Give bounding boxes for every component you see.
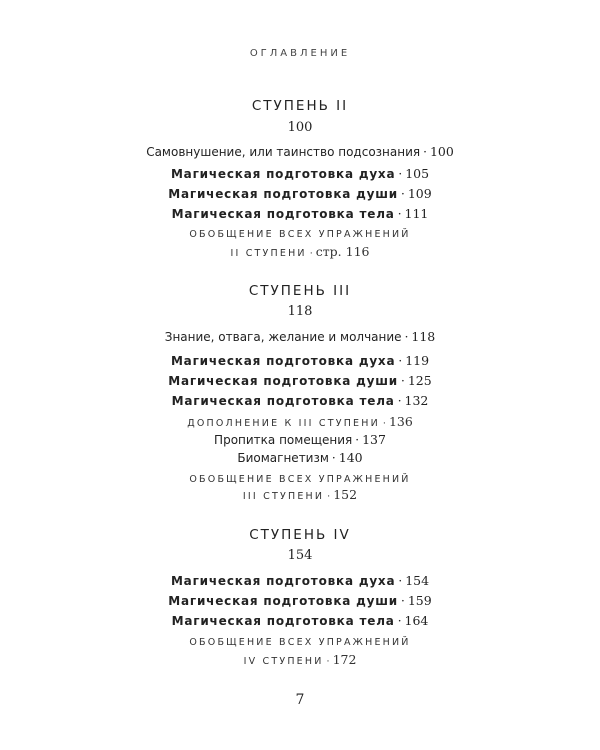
toc-entry-title: Магическая подготовка тела bbox=[171, 207, 395, 221]
step-4-title: СТУПЕНЬ IV bbox=[249, 527, 351, 543]
toc-entry[interactable]: Магическая подготовка духа · 119 bbox=[170, 353, 430, 368]
toc-entry[interactable]: Магическая подготовка духа · 105 bbox=[170, 166, 430, 181]
toc-entry-page: 109 bbox=[407, 186, 432, 201]
toc-entry-page: 137 bbox=[362, 432, 386, 447]
toc-entry-page: 125 bbox=[407, 373, 432, 388]
toc-entry[interactable]: Знание, отвага, желание и молчание · 118 bbox=[164, 329, 436, 344]
toc-heading: ОГЛАВЛЕНИЕ bbox=[249, 48, 351, 59]
toc-entry[interactable]: Магическая подготовка духа · 154 bbox=[170, 573, 430, 588]
toc-entry-title: Знание, отвага, желание и молчание bbox=[164, 330, 402, 344]
toc-entry-page: 164 bbox=[404, 613, 429, 628]
supplement-entry[interactable]: ДОПОЛНЕНИЕ К III СТУПЕНИ · 136 bbox=[187, 414, 413, 429]
step-2-page: 100 bbox=[287, 120, 313, 135]
toc-entry-title: Магическая подготовка духа bbox=[170, 574, 396, 588]
toc-entry-page: 154 bbox=[405, 573, 430, 588]
toc-entry-title: Магическая подготовка души bbox=[168, 187, 399, 201]
toc-entry[interactable]: Магическая подготовка души · 109 bbox=[168, 186, 432, 201]
summary-entry[interactable]: IV СТУПЕНИ · 172 bbox=[243, 652, 357, 667]
summary-page: стр. 116 bbox=[315, 244, 370, 259]
toc-entry-page: 159 bbox=[407, 593, 432, 608]
toc-entry-page: 132 bbox=[404, 393, 429, 408]
toc-entry[interactable]: Магическая подготовка тела · 164 bbox=[171, 613, 429, 628]
summary-entry[interactable]: III СТУПЕНИ · 152 bbox=[242, 487, 358, 502]
toc-entry-page: 111 bbox=[404, 206, 429, 221]
toc-entry-title: Магическая подготовка духа bbox=[170, 354, 396, 368]
toc-entry-page: 100 bbox=[429, 144, 454, 159]
toc-entry-title: Биомагнетизм bbox=[237, 451, 329, 465]
toc-entry[interactable]: Магическая подготовка тела · 132 bbox=[171, 393, 429, 408]
supplement-page: 136 bbox=[388, 414, 413, 429]
toc-entry-title: Магическая подготовка тела bbox=[171, 394, 395, 408]
toc-sub-entry[interactable]: Биомагнетизм · 140 bbox=[237, 450, 363, 465]
summary-heading: ОБОБЩЕНИЕ ВСЕХ УПРАЖНЕНИЙ bbox=[189, 474, 411, 485]
toc-entry-page: 105 bbox=[405, 166, 430, 181]
toc-entry-page: 119 bbox=[405, 353, 430, 368]
toc-entry-page: 140 bbox=[338, 450, 363, 465]
toc-entry-title: Магическая подготовка души bbox=[168, 374, 399, 388]
step-3-page: 118 bbox=[287, 304, 313, 319]
summary-entry[interactable]: II СТУПЕНИ · стр. 116 bbox=[230, 244, 370, 259]
toc-entry[interactable]: Магическая подготовка души · 125 bbox=[168, 373, 432, 388]
toc-entry-title: Магическая подготовка тела bbox=[171, 614, 395, 628]
step-4-page: 154 bbox=[287, 548, 313, 563]
summary-title: III СТУПЕНИ bbox=[242, 491, 325, 502]
step-2-title: СТУПЕНЬ II bbox=[251, 98, 349, 114]
toc-entry[interactable]: Самовнушение, или таинство подсознания · 100 bbox=[146, 144, 454, 159]
toc-sub-entry[interactable]: Пропитка помещения · 137 bbox=[214, 432, 386, 447]
toc-entry-title: Пропитка помещения bbox=[214, 433, 353, 447]
toc-entry-title: Магическая подготовка души bbox=[168, 594, 399, 608]
summary-heading: ОБОБЩЕНИЕ ВСЕХ УПРАЖНЕНИЙ bbox=[189, 229, 411, 240]
toc-entry-title: Самовнушение, или таинство подсознания bbox=[146, 145, 421, 159]
toc-entry[interactable]: Магическая подготовка души · 159 bbox=[168, 593, 432, 608]
supplement-title: ДОПОЛНЕНИЕ К III СТУПЕНИ bbox=[187, 418, 380, 429]
toc-entry-title: Магическая подготовка духа bbox=[170, 167, 396, 181]
toc-entry-page: 118 bbox=[411, 329, 436, 344]
summary-title: IV СТУПЕНИ bbox=[243, 656, 324, 667]
summary-heading: ОБОБЩЕНИЕ ВСЕХ УПРАЖНЕНИЙ bbox=[189, 637, 411, 648]
toc-entry[interactable]: Магическая подготовка тела · 111 bbox=[171, 206, 429, 221]
summary-page: 152 bbox=[333, 487, 358, 502]
summary-page: 172 bbox=[332, 652, 357, 667]
page-number: 7 bbox=[295, 692, 305, 708]
summary-title: II СТУПЕНИ bbox=[230, 248, 307, 259]
step-3-title: СТУПЕНЬ III bbox=[248, 283, 352, 299]
